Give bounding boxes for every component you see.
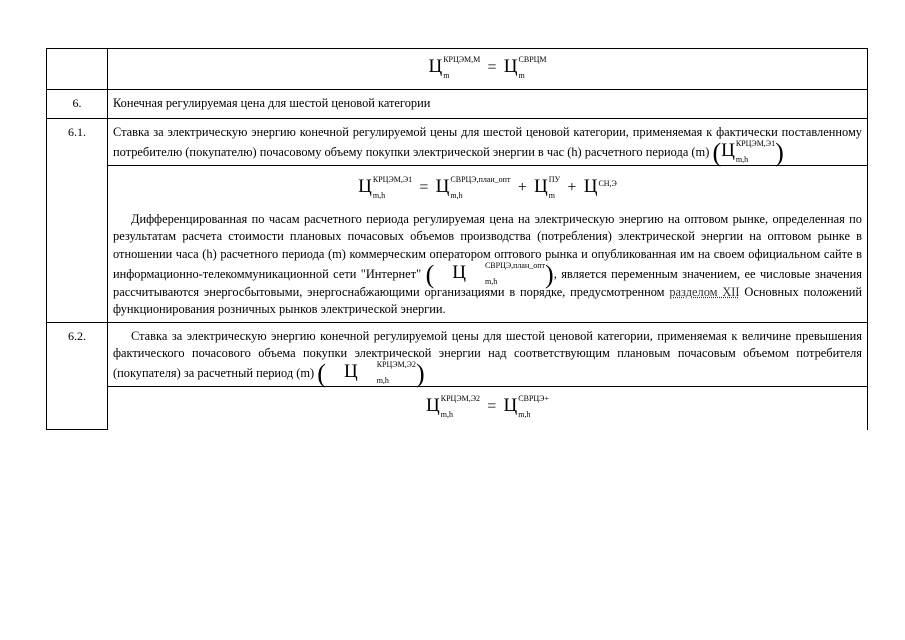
row-number-cell — [47, 322, 108, 429]
section-title-cell — [108, 90, 868, 119]
row-number-cell — [47, 90, 108, 119]
row-number: 6. — [72, 96, 82, 110]
table-row — [47, 90, 868, 119]
definition-cell — [108, 119, 868, 166]
explanation-paragraph: Дифференцированная по часам расчетного периода регулируемая цена на электрическую энергию на оптовом рынке, определенная по результатам расчета стоимости плановых почасовых объемов производства (потребления) электрической энергии на оптовом рынке в отношении часа (h) расчетного периода (m) коммерческим оператором оптового рынка и опубликованная им на своем официальном сайте в информационно-телекоммуникационной сети "Интернет" ( Ц СВРЦЭ,план_опт m,h ), является переменным значением, ее числовые значения рассчитываются энергосбытовыми, энергоснабжающими организациями в порядке, предусмотренном разделом XII Основных положений функционирования розничных рынков электрической энергии. — [113, 211, 863, 317]
row-number: 6.2. — [68, 328, 86, 343]
row-number-cell — [47, 49, 108, 90]
row-number-cell — [47, 119, 108, 323]
formula-m: Ц КРЦЭМ,М m = Ц СВРЦМ m — [428, 55, 547, 81]
formula-e2: Ц КРЦЭМ,Э2 m,h = Ц СВРЦЭ+ m,h — [426, 394, 549, 420]
tariff-table — [46, 48, 868, 430]
definition-cell — [108, 322, 868, 389]
section-title: Конечная регулируемая цена для шестой ценовой категории — [113, 96, 431, 110]
formula-term: Ц КРЦЭМ,М m — [428, 55, 481, 81]
table-row — [47, 119, 868, 166]
definition-text: Ставка за электрическую энергию конечной регулируемой цены для шестой ценовой категории, применяемая к фактически поставленному потребителю (покупателю) почасовому объему покупки электрической энергии в час (h) расчетного периода (m) (Ц КРЦЭМ,Э1 m,h ) — [113, 125, 862, 167]
row-number: 6.1. — [68, 125, 86, 139]
definition-text: Ставка за электрическую энергию конечной регулируемой цены для шестой ценовой категории, применяемая к величине превышения фактического почасового объема покупки электрической энергии над соответствующим плановым почасовым объемом потребителя (покупателя) за расчетный период (m) ( Ц КРЦЭМ,Э2 m,h ) — [113, 328, 862, 389]
table-row — [47, 387, 868, 430]
formula-cell — [108, 165, 868, 322]
table-row — [47, 165, 868, 322]
formula-cell — [108, 387, 868, 430]
formula-e1: Ц КРЦЭМ,Э1 m,h = Ц СВРЦЭ,план_опт m,h + Ц ПУ m + Ц СН,Э — [358, 174, 617, 200]
formula-cell — [108, 49, 868, 90]
formula-term: Ц СВРЦМ m — [503, 55, 547, 81]
section-xii-link[interactable]: разделом XII — [669, 284, 740, 299]
table-row — [47, 49, 868, 90]
table-row — [47, 322, 868, 386]
